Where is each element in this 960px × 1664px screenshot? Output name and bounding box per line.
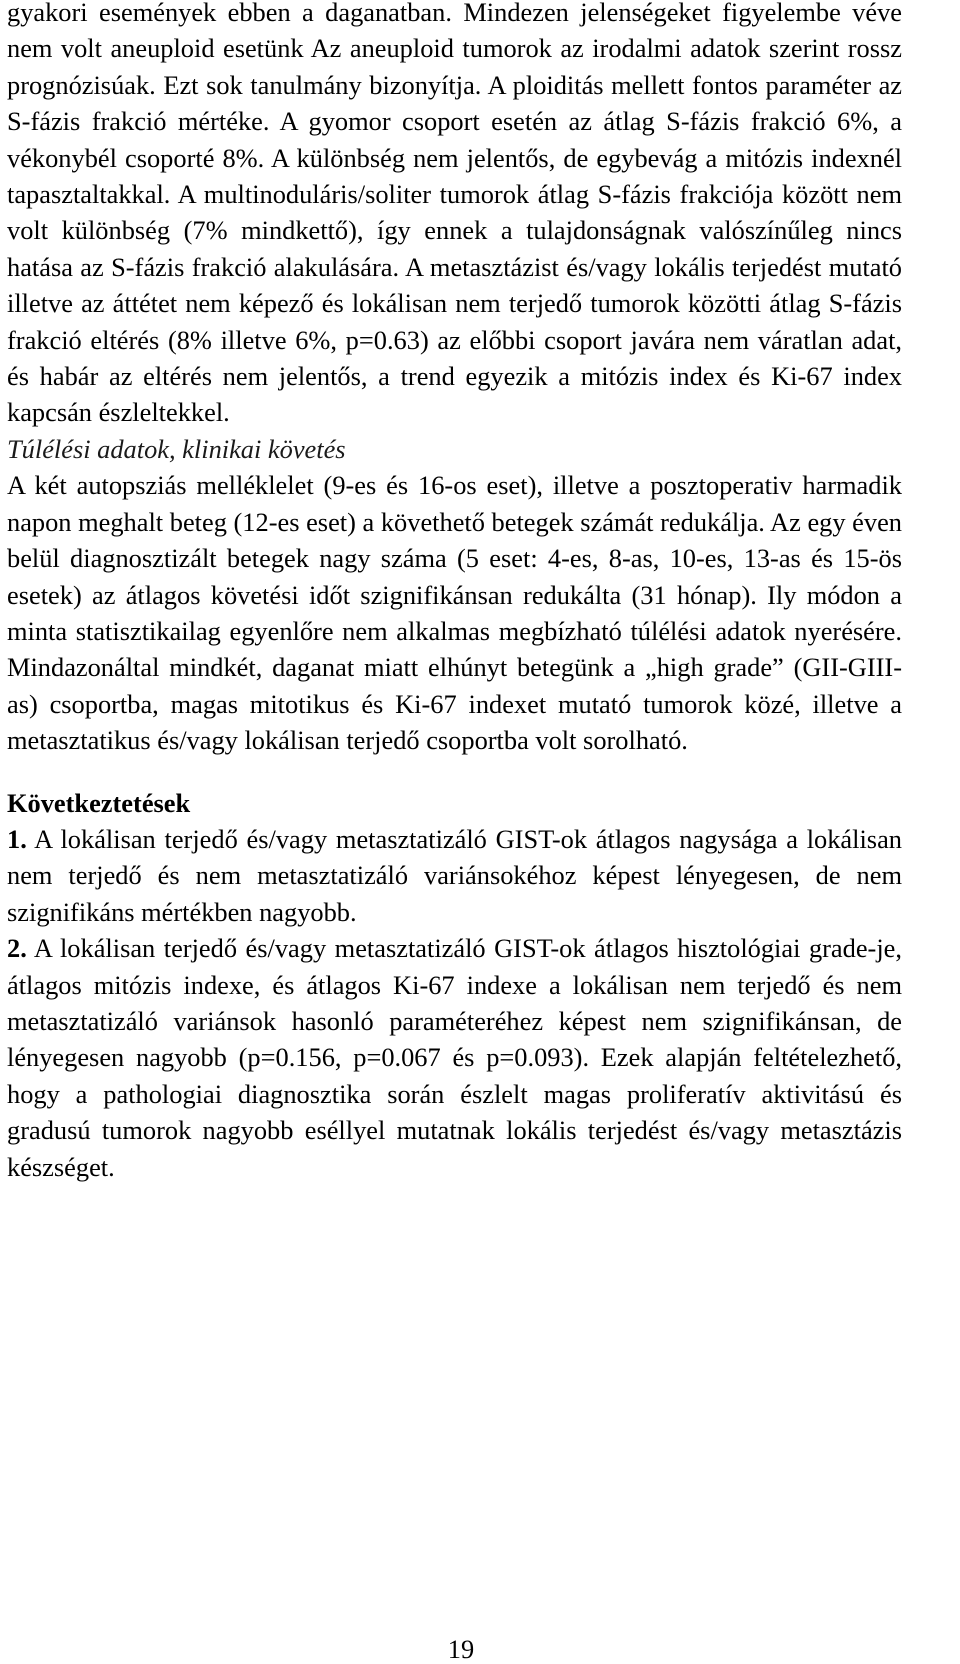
- section-subtitle: Túlélési adatok, klinikai követés: [7, 433, 346, 464]
- conclusion-text-2: A lokálisan terjedő és/vagy metasztatizáló GIST-ok átlagos hisztológiai grade-je, átlagos mitózis indexe, és átlagos Ki-67 indexe a lokálisan nem terjedő és nem metasztatizáló variánsok hasonló paraméteréhez képest nem szignifikánsan, de lényegesen nagyobb (p=0.156, p=0.067 és p=0.093). Ezek alapján feltételezhető, hogy a pathologiai diagnosztika során észlelt magas proliferatív aktivitású és gradusú tumorok nagyobb eséllyel mutatnak lokális terjedést és/vagy metasztázis készséget.: [7, 933, 902, 1182]
- conclusion-item-2: [7, 930, 902, 1185]
- page-number: 19: [447, 1634, 475, 1664]
- body-paragraph: gyakori események ebben a daganatban. Mindezen jelenségeket figyelembe véve nem volt aneuploid esetünk Az aneuploid tumorok az irodalmi adatok szerint rossz prognózisúak. Ezt sok tanulmány bizonyítja. A ploiditás mellett fontos paraméter az S-fázis frakció mértéke. A gyomor csoport esetén az átlag S-fázis frakció 6%, a vékonybél csoporté 8%. A különbség nem jelentős, de egybevág a mitózis indexnél tapasztaltakkal. A multinoduláris/soliter tumorok átlag S-fázis frakciója között nem volt különbség (7% mindkettő), így ennek a tulajdonságnak valószínűleg nincs hatása az S-fázis frakció alakulására. A metasztázist és/vagy lokális terjedést mutató illetve az áttétet nem képező és lokálisan nem terjedő tumorok közötti átlag S-fázis frakció eltérés (8% illetve 6%, p=0.63) az előbbi csoport javára nem váratlan adat, és habár az eltérés nem jelentős, a trend egyezik a mitózis index és Ki-67 index kapcsán észleltekkel.: [7, 0, 902, 428]
- survival-paragraph: A két autopsziás melléklelet (9-es és 16-os eset), illetve a posztoperativ harmadik napon meghalt beteg (12-es eset) a követhető betegek számát redukálja. Az egy éven belül diagnosztizált betegek nagy száma (5 eset: 4-es, 8-as, 10-es, 13-as és 15-ös esetek) az átlagos követési időt szignifikánsan redukálta (31 hónap). Ily módon a minta statisztikailag egyenlőre nem alkalmas megbízható túlélési adatok nyerésére. Mindazonáltal mindkét, daganat miatt elhúnyt betegünk a „high grade” (GII-GIII-as) csoportba, magas mitotikus és Ki-67 indexet mutató tumorok közé, illetve a metasztatikus és/vagy lokálisan terjedő csoportba volt sorolható.: [7, 470, 902, 756]
- conclusion-item-1: [7, 821, 902, 930]
- conclusion-text-1: A lokálisan terjedő és/vagy metasztatizáló GIST-ok átlagos nagysága a lokálisan nem terjedő és nem metasztatizáló variánsokéhoz képest lényegesen, de nem szignifikáns mértékben nagyobb.: [7, 823, 902, 927]
- conclusion-number-1: 1.: [7, 823, 27, 854]
- document-page: [7, 0, 902, 1185]
- conclusions-heading: Következtetések: [7, 787, 191, 818]
- conclusion-number-2: 2.: [7, 933, 27, 964]
